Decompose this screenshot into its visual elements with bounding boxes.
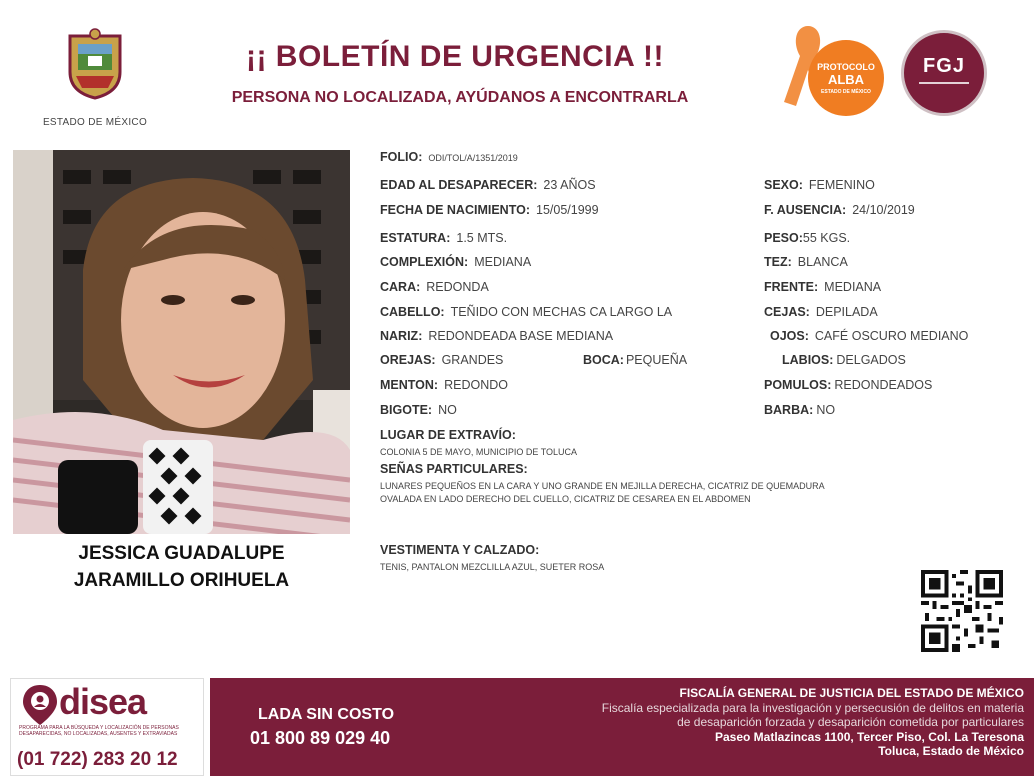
nariz-value: REDONDEADA BASE MEDIANA [428,329,614,343]
location-pin-icon [21,683,59,727]
field-sexo [764,178,875,192]
protocolo-alba-logo [778,22,898,118]
aus-key: F. AUSENCIA: [764,203,847,217]
folio-value: ODI/TOL/A/1351/2019 [428,153,518,163]
person-name-line1: JESSICA GUADALUPE [78,543,285,564]
field-frente [764,280,881,294]
boca-key: BOCA: [583,353,624,367]
lugar-heading: LUGAR DE EXTRAVÍO: [380,428,516,442]
field-ojos [770,329,968,343]
field-ausencia [764,203,915,217]
fiscalia-city: Toluca, Estado de México [878,744,1024,758]
fiscalia-line2: Fiscalía especializada para la investigación y persecusión de delitos en materia [601,700,1024,715]
menton-key: MENTON: [380,378,439,392]
field-cejas [764,305,878,319]
alba-line1: PROTOCOLO [817,62,875,72]
tez-key: TEZ: [764,255,792,269]
page-subtitle: PERSONA NO LOCALIZADA, AYÚDANOS A ENCONTRARLA [231,89,689,106]
field-edad [380,178,596,192]
labios-value: DELGADOS [836,353,906,367]
labios-key: LABIOS: [782,353,834,367]
nac-key: FECHA DE NACIMIENTO: [380,203,530,217]
alba-line2: ALBA [827,72,865,87]
senas-text-line2: OVALADA EN LADO DERECHO DEL CUELLO, CICATRIZ DE CESAREA EN EL ABDOMEN [380,494,751,504]
field-estatura [380,231,507,245]
footer-band [210,678,1034,776]
field-complexion [380,255,531,269]
vestimenta-text: TENIS, PANTALON MEZCLILLA AZUL, SUETER ROSA [380,562,605,572]
fiscalia-address: Paseo Matlazincas 1100, Tercer Piso, Col. La Teresona [714,729,1024,744]
nac-value: 15/05/1999 [536,203,599,217]
frente-value: MEDIANA [824,280,882,294]
fgj-wing-line [919,82,969,84]
cejas-key: CEJAS: [764,305,810,319]
odisea-wordmark: disea [59,681,147,722]
sexo-value: FEMENINO [808,178,875,192]
field-labios [782,353,906,367]
field-boca [583,353,687,367]
fgj-logo [901,30,987,116]
person-name-line2: JARAMILLO ORIHUELA [73,570,290,591]
field-cabello [380,305,672,319]
field-bigote [380,403,457,417]
qr-code-icon[interactable] [921,570,1003,652]
sexo-key: SEXO: [764,178,803,192]
fiscalia-line3: de desaparición forzada y desaparición cometida por particulares [677,715,1024,729]
odisea-description: PROGRAMA PARA LA BÚSQUEDA Y LOCALIZACIÓN DE PERSONAS DESAPARECIDAS, NO LOCALIZADAS, AUSENTES Y EXTRAVIADAS [19,725,179,737]
aus-value: 24/10/2019 [852,203,915,217]
field-barba [764,403,835,417]
field-folio [380,150,518,164]
frente-key: FRENTE: [764,280,819,294]
field-nacimiento [380,203,599,217]
fiscalia-info [464,686,1024,759]
field-pomulos [764,378,932,392]
pomulos-key: POMULOS: [764,378,832,392]
alba-badge [808,40,884,116]
cab-value: TEÑIDO CON MECHAS CA LARGO LA [450,305,673,319]
cejas-value: DEPILADA [815,305,878,319]
alba-line3: ESTADO DE MÉXICO [821,89,871,95]
peso-value: 55 KGS. [802,231,851,245]
orejas-key: OREJAS: [380,353,436,367]
logo-label: ESTADO DE MÉXICO [42,117,148,128]
field-menton [380,378,508,392]
cara-value: REDONDA [426,280,489,294]
lada-phone[interactable]: 01 800 89 029 40 [250,728,391,748]
ojos-value: CAFÉ OSCURO MEDIANO [814,329,969,343]
vestimenta-heading: VESTIMENTA Y CALZADO: [380,543,540,557]
boca-value: PEQUEÑA [625,353,688,367]
pomulos-value: REDONDEADOS [834,378,933,392]
nariz-key: NARIZ: [380,329,423,343]
field-nariz [380,329,613,343]
cara-key: CARA: [380,280,421,294]
field-tez [764,255,848,269]
barba-key: BARBA: [764,403,814,417]
lugar-text: COLONIA 5 DE MAYO, MUNICIPIO DE TOLUCA [380,447,578,457]
menton-value: REDONDO [444,378,509,392]
est-value: 1.5 MTS. [456,231,508,245]
field-orejas [380,353,503,367]
senas-text-line1: LUNARES PEQUEÑOS EN LA CARA Y UNO GRANDE EN MEJILLA DERECHA, CICATRIZ DE QUEMADURA [380,481,825,491]
edad-value: 23 AÑOS [543,178,596,192]
ojos-key: OJOS: [770,329,809,343]
peso-key: PESO: [764,231,803,245]
tez-value: BLANCA [797,255,848,269]
est-key: ESTATURA: [380,231,451,245]
barba-value: NO [816,403,836,417]
folio-key: FOLIO: [380,150,423,164]
page-title: ¡¡ BOLETÍN DE URGENCIA !! [245,40,665,73]
senas-heading: SEÑAS PARTICULARES: [380,462,528,476]
missing-person-photo [13,150,350,534]
edad-key: EDAD AL DESAPARECER: [380,178,538,192]
orejas-value: GRANDES [441,353,504,367]
cab-key: CABELLO: [380,305,445,319]
lada-label: LADA SIN COSTO [258,706,395,723]
edomex-shield-icon [62,28,128,100]
portrait-image [13,150,350,534]
comp-key: COMPLEXIÓN: [380,255,469,269]
fiscalia-name: FISCALÍA GENERAL DE JUSTICIA DEL ESTADO DE MÉXICO [679,686,1024,700]
odisea-phone[interactable]: (01 722) 283 20 12 [17,749,178,770]
odisea-logo [10,678,204,776]
person-name [13,540,350,594]
bigote-key: BIGOTE: [380,403,433,417]
field-cara [380,280,489,294]
edomex-logo [30,28,160,128]
bigote-value: NO [438,403,457,417]
field-peso [764,231,850,245]
comp-value: MEDIANA [474,255,532,269]
fgj-text: FGJ [923,55,965,77]
